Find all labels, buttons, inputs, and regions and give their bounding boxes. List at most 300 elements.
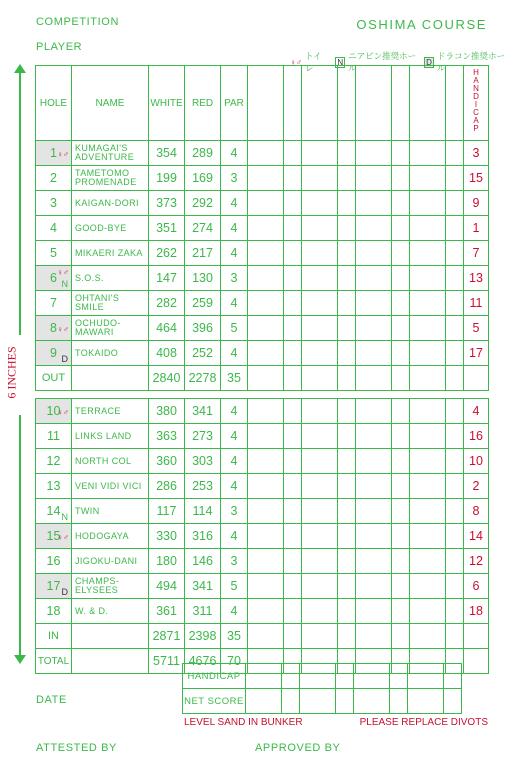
score-cell[interactable] [338,141,356,166]
score-cell[interactable] [302,524,338,549]
approved-by-label: APPROVED BY [255,742,341,754]
score-cell[interactable] [410,216,446,241]
score-cell[interactable] [248,449,284,474]
score-cell[interactable] [284,574,302,599]
score-cell[interactable] [284,166,302,191]
score-cell[interactable] [338,291,356,316]
score-cell[interactable] [392,166,410,191]
score-cell[interactable] [356,474,392,499]
score-cell[interactable] [338,474,356,499]
out-white: 2840 [149,366,185,391]
score-cell[interactable] [356,166,392,191]
score-cell[interactable] [392,241,410,266]
par-value: 4 [221,341,248,366]
score-cell[interactable] [338,166,356,191]
score-cell[interactable] [410,66,446,141]
hole-name: W. & D. [72,599,149,624]
score-cell[interactable] [410,599,446,624]
par-value: 3 [221,499,248,524]
score-cell[interactable] [338,499,356,524]
par-value: 4 [221,524,248,549]
handicap-value: 11 [464,291,489,316]
score-cell[interactable] [356,141,392,166]
score-cell[interactable] [284,216,302,241]
score-cell[interactable] [302,266,338,291]
score-cell[interactable] [446,316,464,341]
score-cell[interactable] [444,664,462,689]
score-cell[interactable] [356,624,392,649]
score-cell[interactable] [302,549,338,574]
red-yards: 311 [185,599,221,624]
red-column-header: RED [185,66,221,141]
score-cell[interactable] [392,449,410,474]
handicap-value: 1 [464,216,489,241]
hole-name: OCHUDO-MAWARI [72,316,149,341]
score-cell[interactable] [248,549,284,574]
hole-row [36,166,489,191]
score-cell[interactable] [284,266,302,291]
hole-number: 15 [46,529,61,543]
score-cell[interactable] [248,599,284,624]
net-score-table [182,663,489,714]
hole-row [36,316,489,341]
toilet-icon: ♀♂ [57,325,69,334]
par-value: 4 [221,191,248,216]
score-cell[interactable] [392,341,410,366]
score-cell[interactable] [446,216,464,241]
hole-row [36,524,489,549]
hole-row [36,341,489,366]
white-yards: 282 [149,291,185,316]
hole-row [36,399,489,424]
score-cell[interactable] [284,449,302,474]
red-yards: 169 [185,166,221,191]
score-cell[interactable] [338,66,356,141]
white-yards: 147 [149,266,185,291]
score-cell[interactable] [392,574,410,599]
score-cell[interactable] [336,664,354,689]
white-yards: 360 [149,449,185,474]
score-cell[interactable] [392,191,410,216]
hole-number: 13 [46,479,61,493]
score-cell[interactable] [356,424,392,449]
in-red: 2398 [185,624,221,649]
hole-name: GOOD-BYE [72,216,149,241]
score-cell[interactable] [248,474,284,499]
score-cell[interactable] [300,664,336,689]
score-cell[interactable] [410,499,446,524]
score-cell[interactable] [248,141,284,166]
score-cell[interactable] [284,624,302,649]
score-cell[interactable] [446,574,464,599]
red-yards: 273 [185,424,221,449]
score-cell[interactable] [248,216,284,241]
score-cell[interactable] [392,549,410,574]
score-cell[interactable] [446,549,464,574]
red-yards: 259 [185,291,221,316]
score-cell[interactable] [356,191,392,216]
hole-number: 17 [46,579,61,593]
total-red: 4676 [185,649,221,674]
score-cell[interactable] [408,664,444,689]
score-cell[interactable] [302,191,338,216]
score-cell[interactable] [356,341,392,366]
score-cell[interactable] [302,424,338,449]
score-cell[interactable] [410,474,446,499]
score-cell[interactable] [356,524,392,549]
hole-row [36,449,489,474]
drivecon-mark-icon: D [61,587,68,597]
hole-number-cell [36,474,72,499]
toilet-icon: ♀♂ [290,57,302,67]
score-cell[interactable] [354,689,390,714]
handicap-value: 9 [464,191,489,216]
score-cell[interactable] [302,499,338,524]
score-cell[interactable] [410,524,446,549]
attested-by-label: ATTESTED BY [36,742,117,754]
score-cell[interactable] [356,549,392,574]
score-cell[interactable] [284,549,302,574]
score-cell[interactable] [284,316,302,341]
score-cell[interactable] [446,499,464,524]
score-cell[interactable] [248,366,284,391]
handicap-value: 10 [464,449,489,474]
toilet-icon: ♀♂ [57,150,69,159]
hole-name: VENI VIDI VICI [72,474,149,499]
score-cell[interactable] [392,266,410,291]
score-cell[interactable] [356,216,392,241]
score-cell[interactable] [338,366,356,391]
out-red: 2278 [185,366,221,391]
red-yards: 316 [185,524,221,549]
red-yards: 341 [185,399,221,424]
legend-drivecon-label: ドラコン推奨ホール [436,51,505,73]
score-cell[interactable] [248,624,284,649]
score-cell[interactable] [248,574,284,599]
handicap-value: 8 [464,499,489,524]
score-cell[interactable] [248,524,284,549]
score-cell[interactable] [282,664,300,689]
hole-row [36,599,489,624]
score-cell[interactable] [356,449,392,474]
score-cell[interactable] [444,689,462,714]
white-yards: 363 [149,424,185,449]
white-yards: 199 [149,166,185,191]
hole-name: CHAMPS-ELYSEES [72,574,149,599]
score-cell[interactable] [284,499,302,524]
hole-name: S.O.S. [72,266,149,291]
score-cell[interactable] [338,424,356,449]
score-cell[interactable] [446,291,464,316]
drivecon-mark-icon: D [426,57,432,67]
score-cell[interactable] [392,499,410,524]
score-cell[interactable] [446,341,464,366]
front-nine-table [35,65,489,391]
score-cell[interactable] [338,524,356,549]
score-cell[interactable] [338,549,356,574]
score-cell[interactable] [302,66,338,141]
white-yards: 361 [149,599,185,624]
score-cell[interactable] [446,424,464,449]
score-cell[interactable] [302,449,338,474]
total-white: 5711 [149,649,185,674]
hole-row [36,241,489,266]
score-cell[interactable] [248,66,284,141]
score-cell[interactable] [410,341,446,366]
score-cell[interactable] [446,449,464,474]
par-value: 3 [221,266,248,291]
hole-name: KUMAGAI'S ADVENTURE [72,141,149,166]
competition-label: COMPETITION [36,16,119,28]
score-cell[interactable] [248,291,284,316]
white-yards: 408 [149,341,185,366]
red-yards: 396 [185,316,221,341]
score-cell[interactable] [284,191,302,216]
par-value: 4 [221,399,248,424]
score-cell[interactable] [302,574,338,599]
score-cell[interactable] [392,474,410,499]
score-cell[interactable] [410,316,446,341]
hole-name: MIKAERI ZAKA [72,241,149,266]
hole-number-cell [36,241,72,266]
score-cell[interactable] [408,689,444,714]
hole-row [36,499,489,524]
score-cell[interactable] [410,399,446,424]
score-cell[interactable] [392,316,410,341]
white-yards: 464 [149,316,185,341]
score-cell[interactable] [410,549,446,574]
score-cell[interactable] [356,599,392,624]
score-cell[interactable] [410,266,446,291]
score-cell[interactable] [410,141,446,166]
score-cell[interactable] [446,366,464,391]
score-cell[interactable] [410,449,446,474]
score-cell[interactable] [354,664,390,689]
score-cell[interactable] [392,599,410,624]
hole-name: NORTH COL [72,449,149,474]
score-cell[interactable] [356,66,392,141]
score-cell[interactable] [446,399,464,424]
score-cell[interactable] [338,266,356,291]
score-cell[interactable] [284,474,302,499]
par-value: 4 [221,424,248,449]
handicap-value: 4 [464,399,489,424]
handicap-value: 12 [464,549,489,574]
score-cell[interactable] [410,624,446,649]
score-cell[interactable] [446,241,464,266]
score-cell[interactable] [338,449,356,474]
score-cell[interactable] [246,664,282,689]
score-cell[interactable] [356,291,392,316]
six-inches-label: 6 INCHES [4,346,19,399]
handicap-value: 16 [464,424,489,449]
score-cell[interactable] [356,574,392,599]
score-cell[interactable] [248,191,284,216]
hole-number: 2 [50,171,57,185]
score-cell[interactable] [410,424,446,449]
score-cell[interactable] [392,66,410,141]
score-cell[interactable] [338,599,356,624]
score-cell[interactable] [338,316,356,341]
score-cell[interactable] [302,141,338,166]
score-cell[interactable] [302,241,338,266]
score-cell[interactable] [446,266,464,291]
score-cell[interactable] [336,689,354,714]
score-cell[interactable] [356,399,392,424]
score-cell[interactable] [338,574,356,599]
toilet-icon: ♀♂ [57,268,69,277]
out-par: 35 [221,366,248,391]
score-cell[interactable] [392,624,410,649]
score-cell[interactable] [392,399,410,424]
score-cell[interactable] [392,141,410,166]
hole-row [36,549,489,574]
toilet-icon: ♀♂ [57,533,69,542]
score-cell[interactable] [284,366,302,391]
score-cell[interactable] [338,399,356,424]
handicap-value: 7 [464,241,489,266]
score-cell[interactable] [446,191,464,216]
score-cell[interactable] [284,66,302,141]
par-value: 4 [221,241,248,266]
score-cell[interactable] [446,474,464,499]
back-nine-table [35,398,489,674]
par-value: 4 [221,449,248,474]
score-cell[interactable] [284,141,302,166]
score-cell[interactable] [248,241,284,266]
drivecon-mark-icon: D [61,354,68,364]
score-cell[interactable] [356,316,392,341]
score-cell[interactable] [338,341,356,366]
score-cell[interactable] [392,291,410,316]
score-cell[interactable] [302,624,338,649]
score-cell[interactable] [390,689,408,714]
score-cell[interactable] [446,166,464,191]
score-cell[interactable] [248,316,284,341]
score-cell[interactable] [392,366,410,391]
hole-number-cell [36,549,72,574]
score-cell[interactable] [446,66,464,141]
score-cell[interactable] [410,166,446,191]
red-yards: 130 [185,266,221,291]
score-cell[interactable] [284,399,302,424]
hole-number: 7 [50,296,57,310]
score-cell[interactable] [248,399,284,424]
score-cell[interactable] [338,191,356,216]
score-cell[interactable] [446,599,464,624]
out-label: OUT [36,366,72,391]
score-cell[interactable] [356,266,392,291]
score-cell[interactable] [300,689,336,714]
score-cell[interactable] [302,291,338,316]
score-cell[interactable] [284,424,302,449]
score-cell[interactable] [302,316,338,341]
score-cell[interactable] [392,424,410,449]
par-value: 4 [221,474,248,499]
hole-row [36,474,489,499]
score-cell[interactable] [356,499,392,524]
hole-row [36,191,489,216]
hole-number-cell [36,141,72,166]
arrow-up-icon [14,64,26,73]
handicap-value: 13 [464,266,489,291]
hole-number: 16 [46,554,61,568]
score-cell[interactable] [410,191,446,216]
hole-number-cell [36,524,72,549]
hole-number: 18 [46,604,61,618]
score-cell[interactable] [410,366,446,391]
score-cell[interactable] [446,141,464,166]
score-cell[interactable] [302,166,338,191]
score-cell[interactable] [338,624,356,649]
score-cell[interactable] [284,524,302,549]
score-cell[interactable] [302,399,338,424]
handicap-value: 6 [464,574,489,599]
score-cell[interactable] [356,366,392,391]
par-value: 4 [221,291,248,316]
score-cell[interactable] [302,366,338,391]
score-cell[interactable] [390,664,408,689]
hole-name: OHTANI'S SMILE [72,291,149,316]
score-cell[interactable] [446,524,464,549]
hole-number-cell [36,316,72,341]
hole-name: HODOGAYA [72,524,149,549]
hole-name: TAMETOMO PROMENADE [72,166,149,191]
hole-row [36,424,489,449]
score-cell[interactable] [392,524,410,549]
handicap-value: 15 [464,166,489,191]
net-score-row-label: NET SCORE [183,689,246,714]
red-yards: 146 [185,549,221,574]
red-yards: 289 [185,141,221,166]
score-cell[interactable] [248,166,284,191]
score-cell[interactable] [338,241,356,266]
white-yards: 494 [149,574,185,599]
score-cell[interactable] [248,266,284,291]
par-value: 4 [221,216,248,241]
score-cell[interactable] [248,499,284,524]
hole-number: 11 [47,429,60,443]
score-cell[interactable] [338,216,356,241]
score-cell[interactable] [302,216,338,241]
score-cell[interactable] [248,424,284,449]
score-cell[interactable] [302,599,338,624]
hole-number-cell [36,166,72,191]
score-cell[interactable] [284,341,302,366]
toilet-icon: ♀♂ [57,408,69,417]
score-cell[interactable] [356,241,392,266]
score-cell[interactable] [284,241,302,266]
hole-row [36,291,489,316]
nearpin-mark-icon: N [61,512,68,522]
level-sand-notice: LEVEL SAND IN BUNKER [184,717,303,728]
score-cell[interactable] [246,689,282,714]
score-cell[interactable] [302,341,338,366]
red-yards: 217 [185,241,221,266]
score-cell[interactable] [392,216,410,241]
score-cell[interactable] [284,599,302,624]
score-cell[interactable] [282,689,300,714]
score-cell[interactable] [410,241,446,266]
score-cell[interactable] [302,474,338,499]
score-cell[interactable] [410,574,446,599]
score-cell[interactable] [410,291,446,316]
total-par: 70 [221,649,248,674]
hole-row [36,266,489,291]
score-cell[interactable] [248,341,284,366]
score-cell[interactable] [284,291,302,316]
score-cell[interactable] [446,624,464,649]
